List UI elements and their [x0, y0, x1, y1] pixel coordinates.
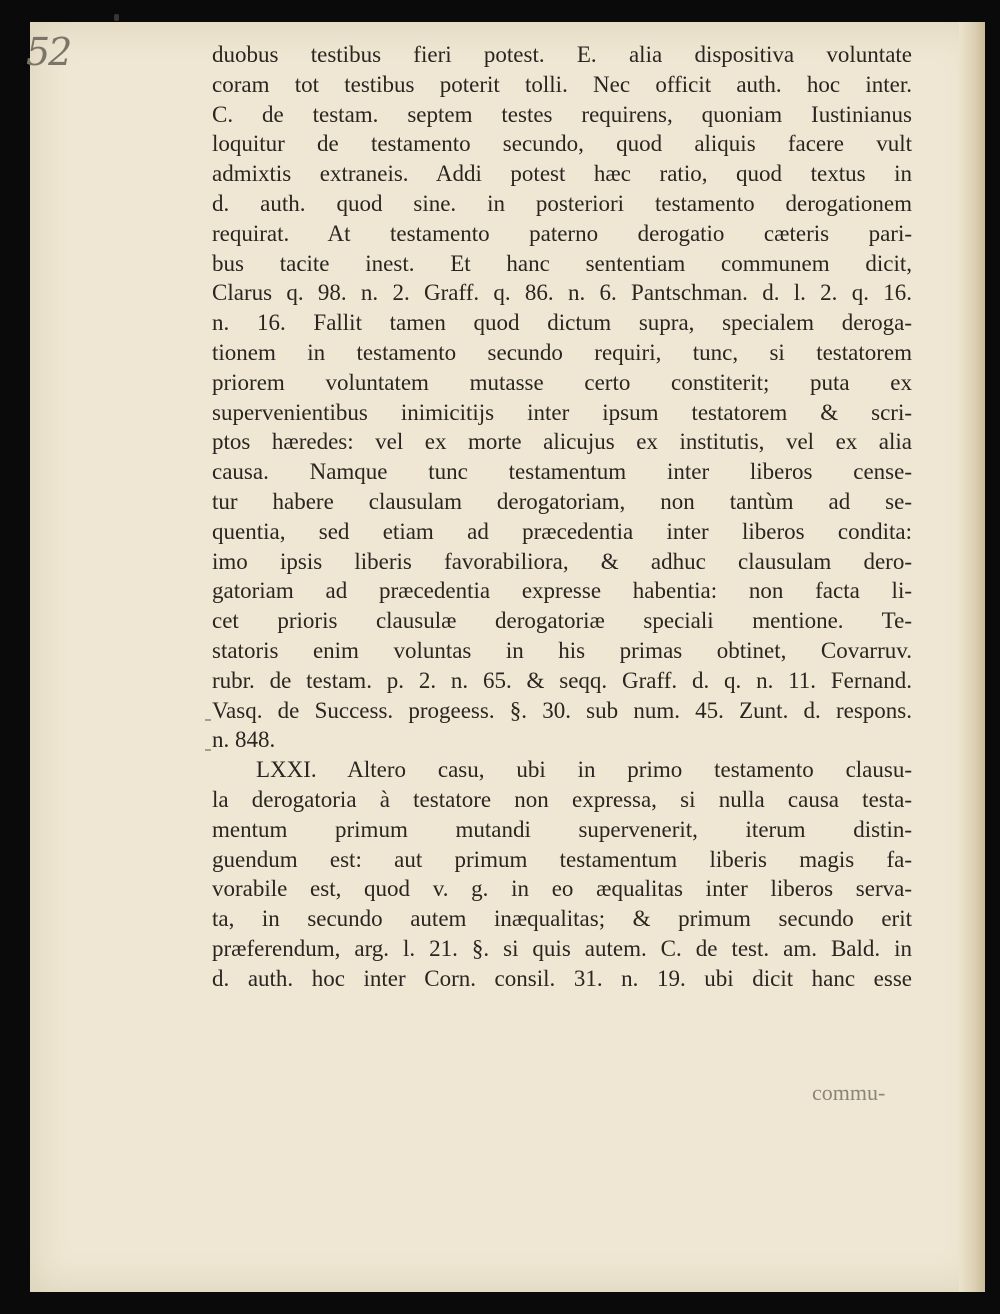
- text-line: C. de testam. septem testes requirens, quoniam Iustinianus: [212, 101, 912, 127]
- text-line: cet prioris clausulæ derogatoriæ speciali mentione. Te-: [212, 608, 912, 634]
- text-line: quentia, sed etiam ad præcedentia inter liberos condita:: [212, 518, 912, 544]
- text-line: supervenientibus inimicitijs inter ipsum testatorem & scri-: [212, 399, 912, 425]
- text-line: præferendum, arg. l. 21. §. si quis autem. C. de test. am. Bald. in: [212, 935, 912, 961]
- text-line: Clarus q. 98. n. 2. Graff. q. 86. n. 6. Pantschman. d. l. 2. q. 16.: [212, 280, 912, 306]
- margin-mark: [205, 719, 211, 721]
- text-line: causa. Namque tunc testamentum inter liberos cense-: [212, 459, 912, 485]
- text-line: loquitur de testamento secundo, quod aliquis facere vult: [212, 131, 912, 157]
- text-line: la derogatoria à testatore non expressa, si nulla causa testa-: [212, 786, 912, 812]
- text-line: n. 16. Fallit tamen quod dictum supra, specialem deroga-: [212, 310, 912, 336]
- catchword: commu-: [812, 1080, 886, 1105]
- text-line: n. 848.: [212, 727, 276, 753]
- text-line: coram tot testibus poterit tolli. Nec officit auth. hoc inter.: [212, 71, 912, 97]
- text-line: priorem voluntatem mutasse certo constiterit; puta ex: [212, 369, 912, 395]
- section-heading-line: LXXI. Altero casu, ubi in primo testamento clausu-: [256, 757, 912, 783]
- text-line: ta, in secundo autem inæqualitas; & primum secundo erit: [212, 906, 912, 932]
- text-line: imo ipsis liberis favorabiliora, & adhuc clausulam dero-: [212, 548, 912, 574]
- text-line: duobus testibus fieri potest. E. alia dispositiva voluntate: [212, 42, 912, 67]
- text-line: tur habere clausulam derogatoriam, non tantùm ad se-: [212, 488, 912, 514]
- text-line: gatoriam ad præcedentia expresse habentia: non facta li-: [212, 578, 912, 604]
- text-line: rubr. de testam. p. 2. n. 65. & seqq. Graff. d. q. n. 11. Fernand.: [212, 667, 912, 693]
- margin-mark: [205, 749, 211, 751]
- text-line: vorabile est, quod v. g. in eo æqualitas inter liberos serva-: [212, 876, 912, 902]
- text-line: bus tacite inest. Et hanc sententiam communem dicit,: [212, 250, 912, 276]
- page-edge: [959, 22, 985, 1292]
- text-line: admixtis extraneis. Addi potest hæc ratio, quod textus in: [212, 161, 912, 187]
- text-line: guendum est: aut primum testamentum liberis magis fa-: [212, 846, 912, 872]
- text-line: mentum primum mutandi supervenerit, iterum distin-: [212, 816, 912, 842]
- text-line: statoris enim voluntas in his primas obtinet, Covarruv.: [212, 637, 912, 663]
- text-line: ptos hæredes: vel ex morte alicujus ex institutis, vel ex alia: [212, 429, 912, 455]
- text-line: tionem in testamento secundo requiri, tunc, si testatorem: [212, 339, 912, 365]
- text-line: Vasq. de Success. progeess. §. 30. sub num. 45. Zunt. d. respons.: [212, 697, 912, 723]
- text-line: d. auth. hoc inter Corn. consil. 31. n. 19. ubi dicit hanc esse: [212, 965, 912, 991]
- page-number: 52: [26, 30, 71, 74]
- ink-spot: [114, 14, 119, 21]
- text-line: requirat. At testamento paterno derogatio cæteris pari-: [212, 220, 912, 246]
- text-line: d. auth. quod sine. in posteriori testamento derogationem: [212, 190, 912, 216]
- body-text: [212, 40, 912, 994]
